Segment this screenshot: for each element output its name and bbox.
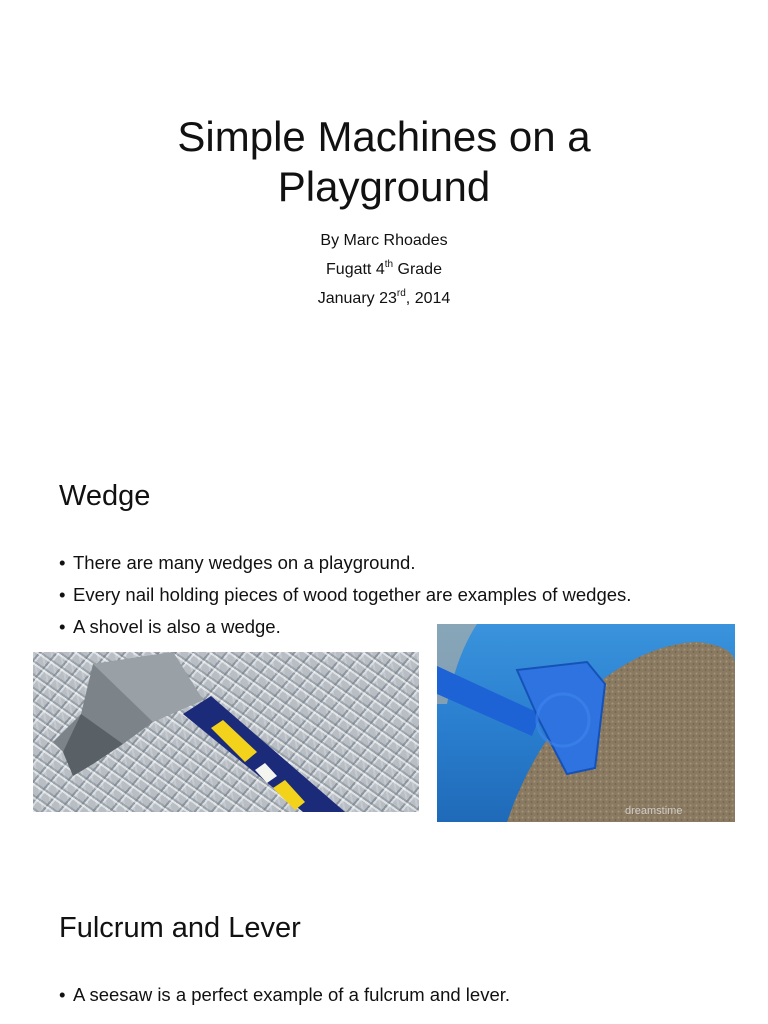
date-ordinal: rd [396,287,406,299]
author-line: By Marc Rhoades [320,232,448,249]
fulcrum-bullet-list [59,979,510,1011]
school-grade: Grade [393,261,442,278]
shovel-illustration [437,624,735,822]
subtitle-block [184,226,584,313]
shovel-in-gravel-image [437,624,735,822]
title-slide [0,0,768,432]
presentation-title: Simple Machines on a Playground [177,113,591,210]
wedge-bullet: • Every nail holding pieces of wood together are examples of wedges. [59,579,631,611]
wedge-slide [0,452,768,842]
hammer-on-nails-image [33,652,419,812]
wedge-bullet: • A shovel is also a wedge. [59,611,631,643]
date-year: , 2014 [405,290,451,307]
fulcrum-heading: Fulcrum and Lever [59,912,301,944]
date-line [184,284,584,313]
hammer-illustration [33,652,419,812]
wedge-heading: Wedge [59,480,151,512]
date-text: January 23 [317,290,397,307]
wedge-bullet: • There are many wedges on a playground. [59,547,631,579]
fulcrum-bullet: • A seesaw is a perfect example of a fulcrum and lever. [59,979,510,1011]
school-line [184,255,584,284]
school-ordinal: th [384,258,394,270]
hammer-handle [183,696,345,812]
watermark-text: dreamstime [625,805,683,817]
fulcrum-slide [0,862,768,1024]
school-text: Fugatt 4 [326,261,385,278]
